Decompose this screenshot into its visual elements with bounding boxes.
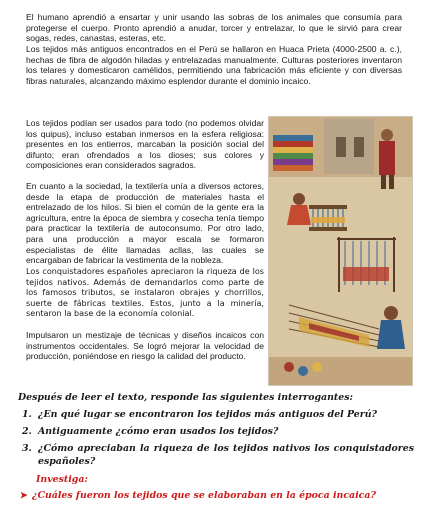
intro-paragraph-1: El humano aprendió a ensartar y unir usando las sobras de los animales que consumía para protegerse el cuerpo. Pronto aprendió a anudar, torcer y entrelazar, lo que le sirvió para crear sogas, redes, canastas, esteras, etc.	[26, 12, 402, 44]
question-number: 3.	[22, 443, 32, 454]
question-number: 1.	[22, 409, 32, 420]
final-question-text: ¿Cuáles fueron los tejidos que se elaboraban en la época incaica?	[32, 490, 376, 501]
religion-paragraph: Los tejidos podían ser usados para todo (no podemos olvidar los quipus), incluso estaban inmersos en la esfera religiosa: presentes en los entierros, marcaban la posición social del difunto; eran ofrendados a los dioses; sus colores y composiciones eran considerados sagrados.	[26, 118, 264, 171]
conquest-paragraph: Los conquistadores españoles apreciaron la riqueza de los tejidos nativos. Además de demandarlos como parte de los famosos tributos, se instalaron obrajes y chorrillos, suerte de fábricas textiles. Estos, junto a la minería, sentaron la base de la economía colonial.	[26, 266, 264, 319]
arrow-bullet-icon: ➤	[20, 491, 28, 501]
weaving-scene-image	[269, 117, 412, 385]
investiga-label: Investiga:	[36, 474, 88, 485]
question-text: Antiguamente ¿cómo eran usados los tejidos?	[38, 426, 279, 437]
question-text: ¿Cómo apreciaban la riqueza de los tejidos nativos los conquistadores españoles?	[38, 443, 414, 467]
intro-paragraph-2: Los tejidos más antiguos encontrados en el Perú se hallaron en Huaca Prieta (4000-2500 a. c.), hechas de fibra de algodón hiladas y entrelazadas manualmente. Culturas posteriores inventaron los telares y domesticaron camélidos, permitiendo una fabricación más eficiente y con diversas fibras naturales, alcanzando máximo esplendor durante el dominio incaico.	[26, 44, 402, 86]
question-text: ¿En qué lugar se encontraron los tejidos más antiguos del Perú?	[38, 409, 378, 420]
mestizaje-paragraph: Impulsaron un mestizaje de técnicas y diseños incaicos con instrumentos occidentales. Se logró mejorar la velocidad de producción, poniéndose en riesgo la calidad del producto.	[26, 330, 264, 362]
society-paragraph: En cuanto a la sociedad, la textilería unía a diversos actores, desde la etapa de producción de materiales hasta el entrelazado de los hilos. Si bien el común de la gente era la agricultura, entre la época de siembra y cosecha tenía tiempo para practicar la textilería de autoconsumo. Por otro lado, para una producción a mayor escala se formaron especialistas de élite llamadas acllas, las cuales se encargaban de fabricar la vestimenta de la nobleza.	[26, 181, 264, 266]
instruction-heading	[18, 392, 410, 405]
question-number: 2.	[22, 426, 32, 437]
inca-weaving-illustration	[268, 116, 413, 386]
instruction-text: Después de leer el texto, responde las siguientes interrogantes:	[18, 392, 353, 403]
investiga-heading	[36, 474, 428, 487]
